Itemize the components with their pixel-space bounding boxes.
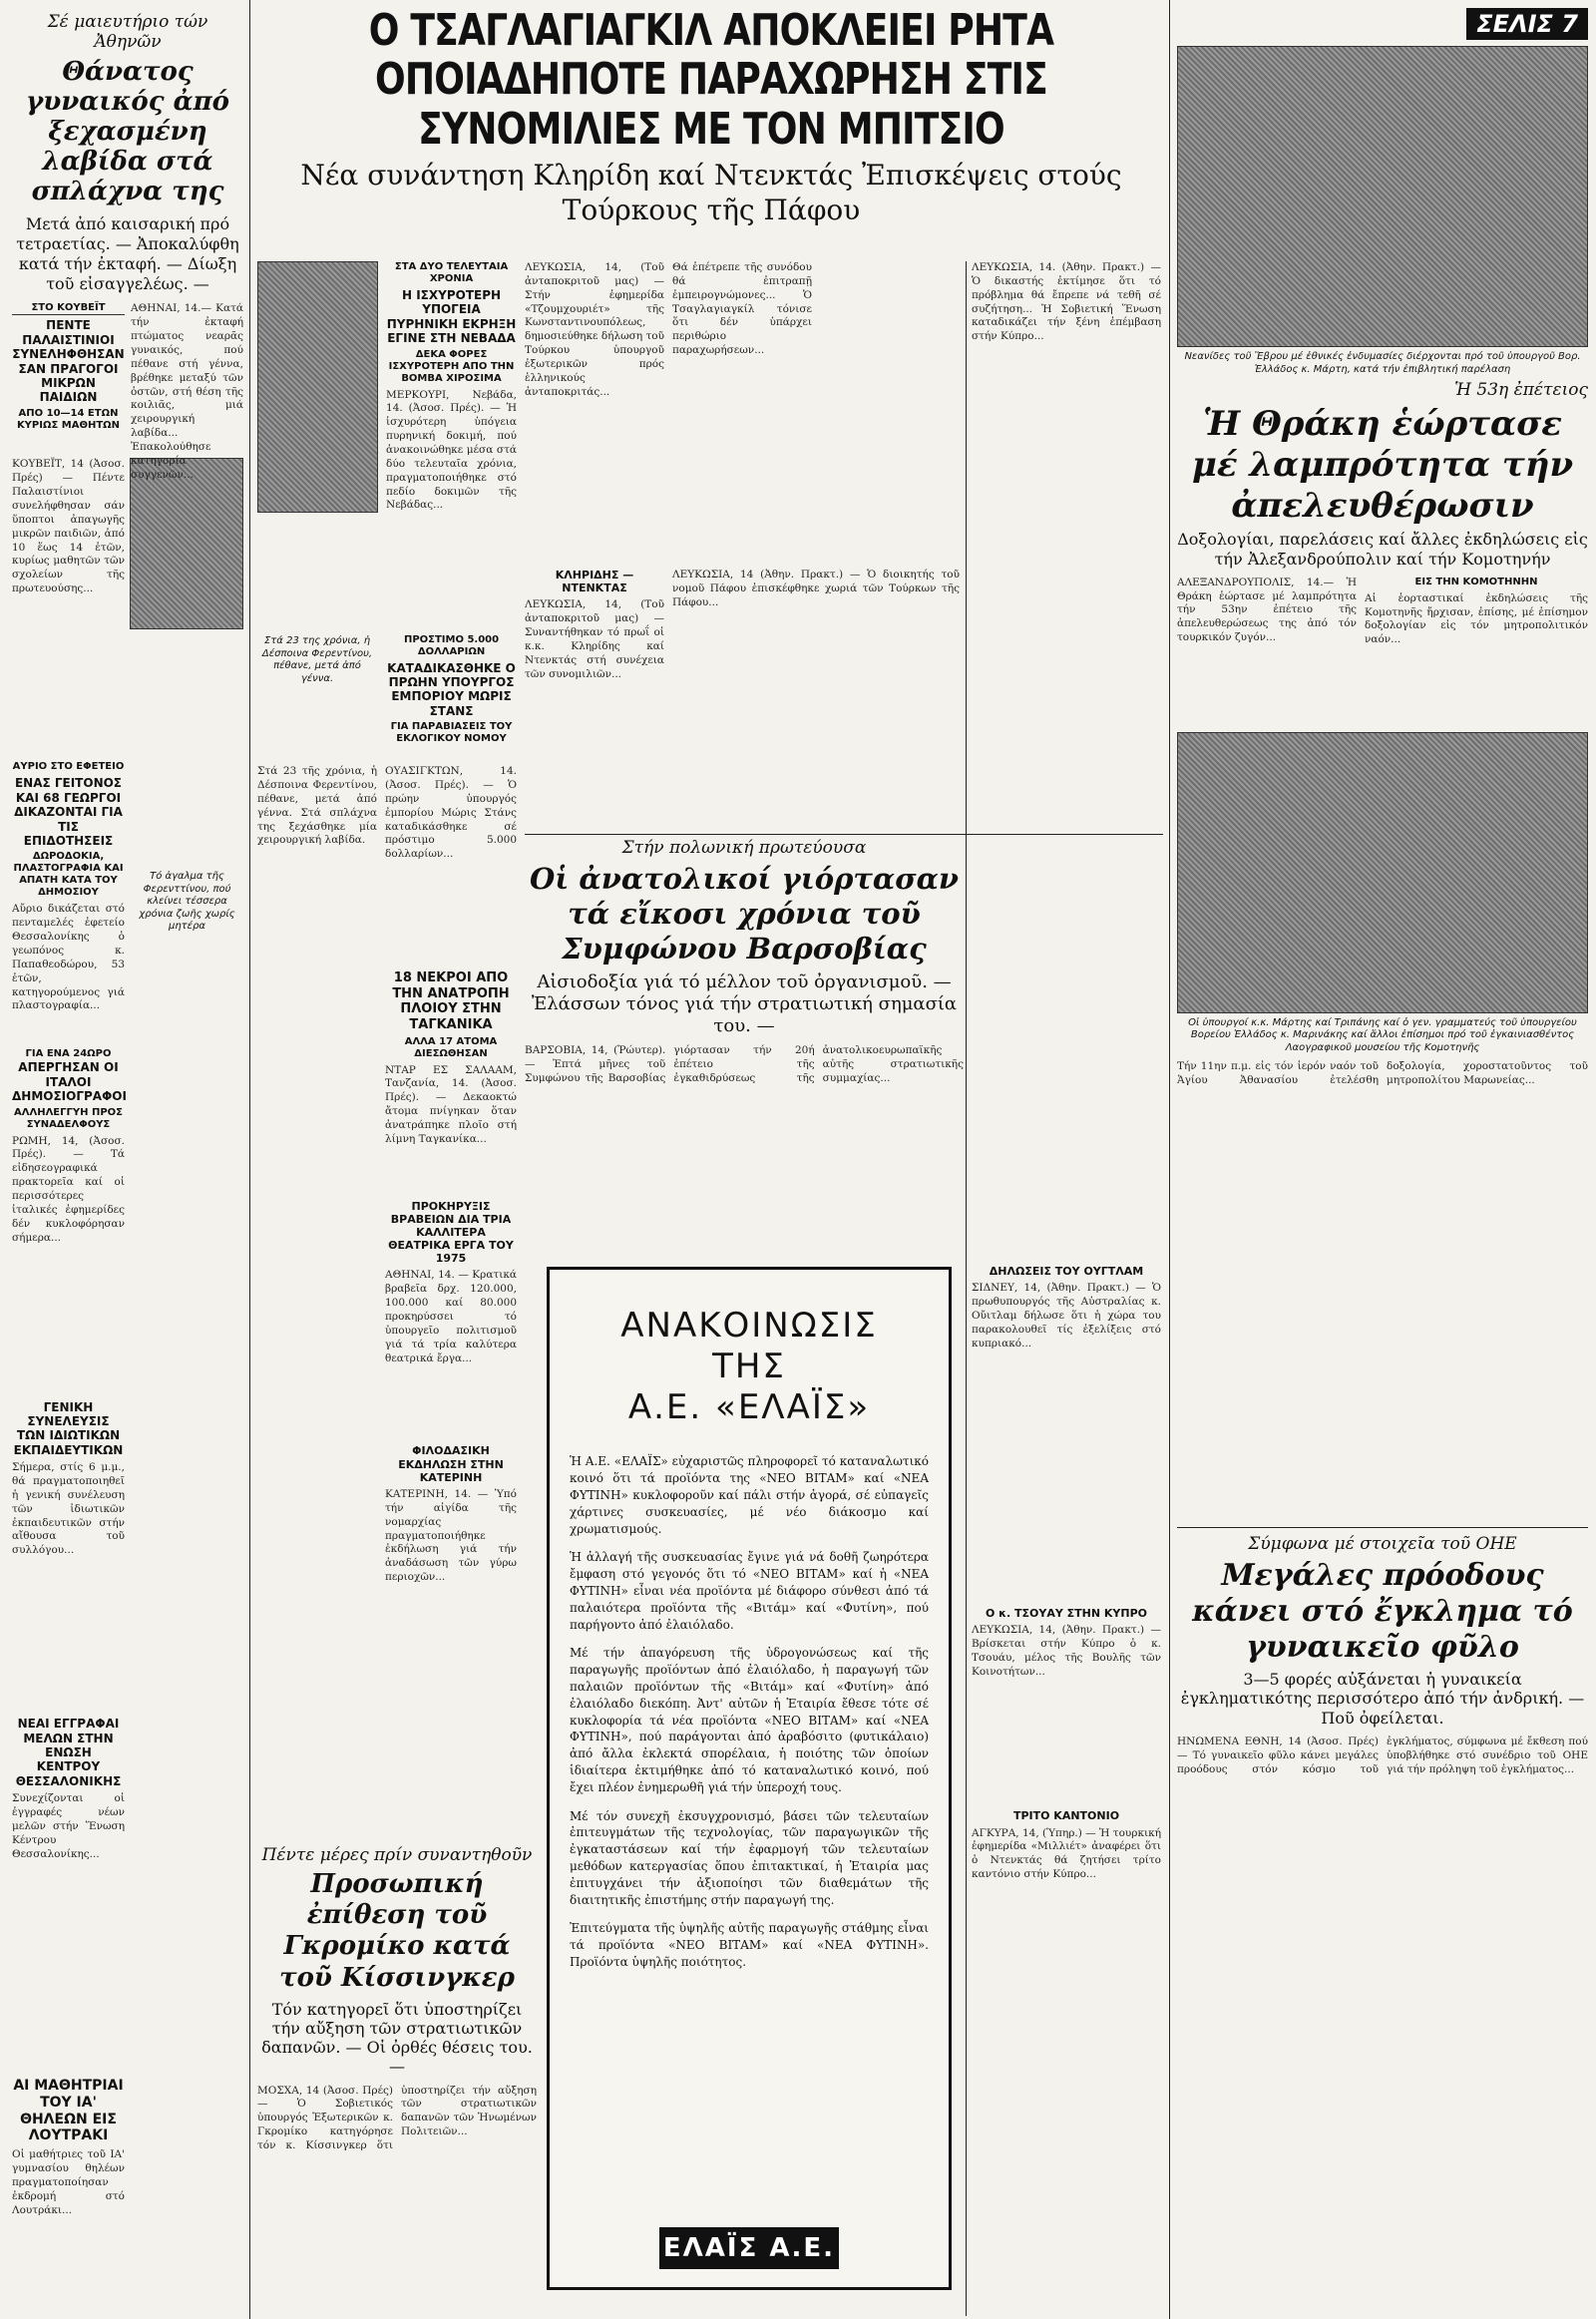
col4-body-d: ΑΓΚΥΡΑ, 14, (Ὑπηρ.) — Ἡ τουρκική ἐφημερίδα «Μιλλιέτ» ἀναφέρει ὅτι ὁ Ντενκτάς θά ζητήσει τρίτο καντόνιο στήν Κύπρο... xyxy=(972,1826,1161,1881)
ad-p4: Μέ τόν συνεχῆ ἐκσυγχρονισμό, βάσει τῶν τελευταίων ἐπιτευγμάτων τῆς τεχνολογίας, τῶν παραγωγικῶν τῆς ἐγκαταστάσεων καί τήν ἐφαρμογή τῶν τελευταίων μεθόδων κατεργασίας ὅπου ἐπιτακτικαί, ἡ Ἑταιρία μας ἐπιτυγχάνει τήν ἀξιοποίησι τῶν διαθεμάτων τῆς διαιτητικῆς ἐπιστήμης στήν παραγωγή της. xyxy=(570,1808,929,1907)
grom-headline: Προσωπική ἐπίθεση τοῦ Γκρομίκο κατά τοῦ Κίσσινγκερ xyxy=(279,1869,515,1993)
col1-s3-head: ΑΠΕΡΓΗΣΑΝ ΟΙ ΙΤΑΛΟΙ ΔΗΜΟΣΙΟΓΡΑΦΟΙ xyxy=(12,1060,127,1104)
col4-s-kanton: ΤΡΙΤΟ ΚΑΝΤΟΝΙΟ xyxy=(1012,1809,1120,1823)
col4-body-a: ΛΕΥΚΩΣΙΑ, 14. (Ἀθην. Πρακτ.) — Ὁ δικαστής ἐκτίμησε ὅτι τό πρόβλημα θά ἔπρεπε νά τεθῆ σέ συζήτηση... Ἡ Σοβιετική Ἕνωση καταδικάζει τήν ξένη ἐπέμβαση στήν Κύπρο... xyxy=(972,261,1161,343)
col4-body-c: ΛΕΥΚΩΣΙΑ, 14, (Ἀθην. Πρακτ.) — Βρίσκεται στήν Κύπρο ὁ κ. Τσουάυ, μέλος τῆς Βουλῆς τῶν Κοινοτήτων... xyxy=(972,1624,1161,1678)
col1-s1-kicker: ΣΤΟ ΚΟΥΒΕΪΤ xyxy=(12,302,125,315)
body-h: ΑΘΗΝΑΙ, 14. — Κρατικά βραβεῖα δρχ. 120.000, 100.000 καί 80.000 προκηρύσσει τό ὑπουργεῖο πολιτισμοῦ γιά τά τρία καλύτερα θεατρικά ἔργα... xyxy=(385,1269,517,1364)
body-d: ΛΕΥΚΩΣΙΑ, 14 (Ἀθην. Πρακτ.) — Ὁ διοικητής τοῦ νομοῦ Πάφου ἐπισκέφθηκε χωριά τῶν Τούρκων τῆς Πάφου... xyxy=(672,569,960,608)
komot-head: ΕΙΣ ΤΗΝ ΚΟΜΟΤΗΝΗΝ xyxy=(1414,576,1538,587)
woman-photo xyxy=(257,261,378,513)
grom-kicker: Πέντε μέρες πρίν συναντηθοῦν xyxy=(261,1845,533,1865)
ad-title-3: Α.Ε. «ΕΛΑΪΣ» xyxy=(627,1386,871,1427)
col1-body2: ΚΟΥΒΕΪΤ, 14 (Ἀσοσ. Πρές) — Πέντε Παλαιστίνιοι συνελήφθησαν σάν ὕποπτοι ἀπαγωγῆς μικρῶν παιδιῶν, ἀπό 10 ἕως 14 ἐτῶν, κυρίως μαθητῶν τῶν σχολείων τῆς πρωτευούσης... xyxy=(12,458,125,595)
ad-p1: Ἡ Α.Ε. «ΕΛΑΪΣ» εὐχαριστῶς πληροφορεῖ τό καταναλωτικό κοινό ὅτι τά προϊόντα της «ΝΕΟ ΒΙΤΑΜ» καί «ΝΕΑ ΦΥΤΙΝΗ» κυκλοφοροῦν καί πάλι στήν ἀγορά, σέ εὐπαγεῖς χάρτινες συσκευασίες, μέ νέο διάκοσμο καί χρωματισμούς. xyxy=(570,1454,929,1536)
warsaw-deck: Αἰσιοδοξία γιά τό μέλλον τοῦ ὀργανισμοῦ. — Ἐλάσσων τόνος γιά τήν στρατιωτική σημασία του. — xyxy=(531,971,958,1036)
ministers-photo xyxy=(1177,732,1588,1013)
col2 xyxy=(257,261,517,1907)
s-tuesday-head: Η ΙΣΧΥΡΟΤΕΡΗ ΥΠΟΓΕΙΑ ΠΥΡΗΝΙΚΗ ΕΚΡΗΞΗ ΕΓΙΝΕ ΣΤΗ ΝΕΒΑΔΑ xyxy=(386,288,517,346)
col1-s4-head: ΓΕΝΙΚΗ ΣΥΝΕΛΕΥΣΙΣ ΤΩΝ ΙΔΙΩΤΙΚΩΝ ΕΚΠΑΙΔΕΥΤΙΚΩΝ xyxy=(13,1399,124,1457)
s-dead-sub: ΑΛΛΑ 17 ΑΤΟΜΑ ΔΙΕΣΩΘΗΣΑΝ xyxy=(404,1035,498,1059)
onu-kicker: Σύμφωνα μέ στοιχεῖα τοῦ ΟΗΕ xyxy=(1248,1534,1517,1555)
s-prize-head: ΠΡΟΚΗΡΥΞΙΣ ΒΡΑΒΕΙΩΝ ΔΙΑ ΤΡΙΑ ΚΑΛΛΙΤΕΡΑ ΘΕΑΤΡΙΚΑ ΕΡΓΑ ΤΟΥ 1975 xyxy=(388,1199,514,1266)
col1-headline: Θάνατος γυναικός ἀπό ξεχασμένη λαβίδα στά σπλάχνα της xyxy=(26,57,229,206)
col1-s2-head: ΕΝΑΣ ΓΕΙΤΟΝΟΣ ΚΑΙ 68 ΓΕΩΡΓΟΙ ΔΙΚΑΖΟΝΤΑΙ ΓΙΑ ΤΙΣ ΕΠΙΔΟΤΗΣΕΙΣ xyxy=(14,776,123,849)
s-fine-sub: ΓΙΑ ΠΑΡΑΒΙΑΣΕΙΣ ΤΟΥ ΕΚΛΟΓΙΚΟΥ ΝΟΜΟΥ xyxy=(390,721,513,745)
ad-p3: Μέ τήν ἀπαγόρευση τῆς ὑδρογονώσεως καί τῆς παραγωγῆς προϊόντων ἀπό ἐλαιόλαδο, ἡ παραγωγή τῶν παλαιῶν προϊόντων τῆς «Βιτάμ» καί «Φυτίνη» ἀπό ἐλαιόλαδο διεκόπη. Ἀντ' αὐτῶν ἡ Ἑταιρία ἔθεσε τότε σέ κυκλοφορία τά νέα προϊόντα «ΝΕΟ ΒΙΤΑΜ» καί «ΝΕΑ ΦΥΤΙΝΗ», πού παράγονται ἀπό ἀραβόσιτο (φυτικάλαιο) ἀπό ἄλλα ἐκλεκτά σπορέλαια, ἡ ποιότης τῶν ὁποίων ἱδιαίτερα ἐκτιμήθηκε ἀπό τό καταναλωτικό κοινό, πού ἔχει πλέον ἐνημερωθῆ γιά τήν ὑπεροχή τους. xyxy=(570,1646,929,1794)
woman-portrait-photo xyxy=(130,458,243,629)
ad-p5: Ἐπιτεύγματα τῆς ὑψηλῆς αὐτῆς παραγωγῆς στάθμης εἶναι τά προϊόντα «ΝΕΟ ΒΙΤΑΜ» καί «ΝΕΑ ΦΥΤΙΝΗ». Προϊόντα ὑψηλῆς ποιότητος. xyxy=(570,1921,929,1969)
right-divider xyxy=(1169,0,1170,2319)
s-fine-kicker: ΠΡΟΣΤΙΜΟ 5.000 ΔΟΛΛΑΡΙΩΝ xyxy=(403,633,500,657)
ad-title-2: ΤΗΣ xyxy=(712,1346,786,1386)
col1-s3-kicker: ΓΙΑ ΕΝΑ 24ΩΡΟ xyxy=(25,1048,112,1060)
body-i: ΚΑΤΕΡΙΝΗ, 14. — Ὑπό τήν αἰγίδα τῆς νομαρχίας πραγματοποιήθηκε ἐκδήλωση γιά τήν ἀναδάσωση τῶν γύρω περιοχῶν... xyxy=(385,1488,517,1584)
lead-body xyxy=(525,261,964,830)
gromyko-story xyxy=(257,1845,537,2314)
parade-caption: Νεανίδες τοῦ Ἔβρου μέ ἐθνικές ἐνδυμασίες διέρχονται πρό τοῦ ὑπουργοῦ Βορ. Ἑλλάδος κ. Μάρτη, κατά τήν ἐπιβλητική παρέλαση xyxy=(1184,351,1581,375)
onu-deck: 3—5 φορές αὐξάνεται ἡ γυναικεία ἐγκληματικότης περισσότερο ἀπό τήν ἀνδρική. — Ποῦ ὀφείλεται. xyxy=(1180,1670,1585,1728)
col1 xyxy=(12,8,243,2312)
warsaw-headline: Οἱ ἀνατολικοί γιόρτασαν τά εἴκοσι χρόνια τοῦ Συμφώνου Βαρσοβίας xyxy=(529,862,960,966)
col1-body7: Οἱ μαθήτριες τοῦ ΙΑ' γυμνασίου θηλέων πραγματοποίησαν ἐκδρομή στό Λουτράκι... xyxy=(12,2148,125,2216)
onu-rule xyxy=(1177,1527,1588,1528)
col4-s-ogy: ΔΗΛΩΣΕΙΣ ΤΟΥ ΟΥΓΤΛΑΜ xyxy=(989,1265,1144,1278)
s-kleridis: ΚΛΗΡΙΔΗΣ — ΝΤΕΝΚΤΑΣ xyxy=(555,569,634,595)
grom-deck: Τόν κατηγορεῖ ὅτι ὑποστηρίζει τήν αὔξηση τῶν στρατιωτικῶν δαπανῶν. — Οἱ ὀρθές θέσεις του. — xyxy=(261,1999,533,2077)
col1-s5-head: ΝΕΑΙ ΕΓΓΡΑΦΑΙ ΜΕΛΩΝ ΣΤΗΝ ΕΝΩΣΗ ΚΕΝΤΡΟΥ ΘΕΣΣΑΛΟΝΙΚΗΣ xyxy=(15,1717,122,1788)
col1-s1-head: ΠΕΝΤΕ ΠΑΛΑΙΣΤΙΝΙΟΙ ΣΥΝΕΛΗΦΘΗΣΑΝ ΣΑΝ ΠΡΑΓΟΓΟΙ ΜΙΚΡΩΝ ΠΑΙΔΙΩΝ xyxy=(12,318,125,405)
s-charity-head: ΦΙΛΟΔΑΣΙΚΗ ΕΚΔΗΛΩΣΗ ΣΤΗΝ ΚΑΤΕΡΙΝΗ xyxy=(398,1444,504,1484)
col1-deck: Μετά ἀπό καισαρική πρό τετραετίας. — Ἀποκαλύφθη κατά τήν ἐκταφή. — Δίωξη τοῦ εἰσαγγελέως. — xyxy=(16,214,239,294)
col4-s-tsou: Ο κ. ΤΣΟΥΑΥ ΣΤΗΝ ΚΥΠΡΟ xyxy=(985,1607,1147,1621)
body-f: ΟΥΑΣΙΓΚΤΩΝ, 14. (Ἀσοσ. Πρές). — Ὁ πρώην ὑπουργός ἐμπορίου Μώρις Στάνς καταδικάσθηκε σέ πρόστιμο 5.000 δολλαρίων... xyxy=(385,765,517,861)
body-b2 xyxy=(820,261,960,561)
s-dead-head: 18 ΝΕΚΡΟΙ ΑΠΟ ΤΗΝ ΑΝΑΤΡΟΠΗ ΠΛΟΙΟΥ ΣΤΗΝ ΤΑΓΚΑΝΙΚΑ xyxy=(392,970,510,1032)
col1-s1-sub: ΑΠΟ 10—14 ΕΤΩΝ ΚΥΡΙΩΣ ΜΑΘΗΤΩΝ xyxy=(16,407,121,431)
body-g: ΝΤΑΡ ΕΣ ΣΑΛΑΑΜ, Τανζανία, 14. (Ἀσοσ. Πρές). — Δεκαοκτώ ἄτομα πνίγηκαν ὅταν ἀνατράπηκε πλοῖο στή λίμνη Ταγκανίκα... xyxy=(385,1063,517,1145)
ad-title-1: ΑΝΑΚΟΙΝΩΣΙΣ xyxy=(620,1306,878,1346)
main-headline: Ο ΤΣΑΓΛΑΓΙΑΓΚΙΛ ΑΠΟΚΛΕΙΕΙ ΡΗΤΑ ΟΠΟΙΑΔΗΠΟΤΕ ΠΑΡΑΧΩΡΗΣΗ ΣΤΙΣ ΣΥΝΟΜΙΛΙΕΣ ΜΕ ΤΟΝ ΜΠΙΤΣΙΟ xyxy=(368,6,1054,155)
col1-s2-kicker: ΑΥΡΙΟ ΣΤΟ ΕΦΕΤΕΙΟ xyxy=(12,761,125,773)
thrace-body-b: Αἱ ἑορταστικαί ἐκδηλώσεις τῆς Κομοτηνῆς ἤρχισαν, ἐπίσης, μέ ἐπίσημον δοξολογίαν εἰς τόν μητροπολιτικόν ναόν... xyxy=(1365,591,1588,646)
thrace-body-c: Τήν 11ην π.μ. εἰς τόν ἱερόν ναόν τοῦ Ἁγίου Ἀθανασίου ἐτελέσθη δοξολογία, χοροστατοῦντος τοῦ μητροπολίτου Μαρωνείας... xyxy=(1177,1060,1588,1087)
col1-body5: Σήμερα, στίς 6 μ.μ., θά πραγματοποιηθεῖ ἡ γενική συνέλευση τῶν ἰδιωτικῶν ἐκπαιδευτικῶν στήν αἴθουσα τοῦ συλλόγου... xyxy=(12,1461,125,1557)
col4-divider xyxy=(966,261,967,2316)
col1-body6: Συνεχίζονται οἱ ἐγγραφές νέων μελῶν στήν Ἕνωση Κέντρου Θεσσαλονίκης... xyxy=(12,1792,125,1860)
photo-j-caption: Στά 23 της χρόνια, ἡ Δέσποινα Φερεντίνου, πέθανε, μετά ἀπό γέννα. xyxy=(261,635,373,684)
s-tuesday-sub: ΔΕΚΑ ΦΟΡΕΣ ΙΣΧΥΡΟΤΕΡΗ ΑΠΟ ΤΗΝ ΒΟΜΒΑ ΧΙΡΟΣΙΜΑ xyxy=(388,348,515,384)
ministers-caption: Οἱ ὑπουργοί κ.κ. Μάρτης καί Τριπάνης καί ὁ γεν. γραμματεύς τοῦ ὑπουργείου Βορείου Ἑλλάδος κ. Μαρινάκης καί ἄλλοι ἐπίσημοι πρό τοῦ ἐγκαινιασθέντος Λαογραφικοῦ μουσείου τῆς Κομοτηνῆς xyxy=(1188,1016,1577,1053)
col4-body-b: ΣΙΔΝΕΥ, 14, (Ἀθην. Πρακτ.) — Ὁ πρωθυπουργός τῆς Αὐστραλίας κ. Οὔιτλαμ δήλωσε ὅτι ἡ χώρα του παρακολουθεῖ τίς ἐξελίξεις στό κυπριακό... xyxy=(972,1282,1161,1350)
main-headline-area xyxy=(257,6,1165,255)
col1-divider xyxy=(249,0,250,2319)
parade-photo xyxy=(1177,46,1588,347)
thrace-deck: Δοξολογίαι, παρελάσεις καί ἄλλες ἐκδηλώσεις εἰς τήν Ἀλεξανδρούπολιν καί τήν Κομοτηνήν xyxy=(1177,530,1588,569)
body-j: Στά 23 τῆς χρόνια, ἡ Δέσποινα Φερεντίνου, πέθανε, μετά ἀπό γέννα. Στά σπλάχνα της ξεχάσθηκε μία χειρουργική λαβίδα. xyxy=(257,765,377,847)
body-c: ΛΕΥΚΩΣΙΑ, 14, (Τοῦ ἀνταποκριτοῦ μας) — Συναντήθηκαν τό πρωΐ οἱ κ.κ. Κληρίδης καί Ντενκτάς στή συνέχεια τῶν συνομιλιῶν... xyxy=(525,598,664,680)
col1-s6-head: ΑΙ ΜΑΘΗΤΡΙΑΙ ΤΟΥ ΙΑ' ΘΗΛΕΩΝ ΕΙΣ ΛΟΥΤΡΑΚΙ xyxy=(13,2078,124,2144)
s-tuesday-kicker: ΣΤΑ ΔΥΟ ΤΕΛΕΥΤΑΙΑ ΧΡΟΝΙΑ xyxy=(394,261,509,284)
body-a: ΛΕΥΚΩΣΙΑ, 14, (Τοῦ ἀνταποκριτοῦ μας) — Στήν ἐφημερίδα «Τζουμχουριέτ» τῆς Κωνσταντινουπόλεως, δημοσιεύθηκε δήλωση τοῦ Τούρκου ὑπουργοῦ ἐξωτερικῶν πρός ἑλληνικούς ἀνταποκριτάς... xyxy=(525,261,664,398)
col1-s3-sub: ΑΛΛΗΛΕΓΓΥΗ ΠΡΟΣ ΣΥΝΑΔΕΛΦΟΥΣ xyxy=(13,1106,124,1130)
thrace-kicker: Ἡ 53η ἐπέτειος xyxy=(1454,380,1588,400)
grom-body: ΜΟΣΧΑ, 14 (Ἀσοσ. Πρές) — Ὁ Σοβιετικός ὑπουργός Ἐξωτερικῶν κ. Γκρομίκο κατηγόρησε τόν κ. Κίσσινγκερ ὅτι ὑποστηρίζει τήν αὔξηση τῶν στρατιωτικῶν δαπανῶν τῶν Ἡνωμένων Πολιτειῶν... xyxy=(257,2084,537,2151)
col1-s2-sub: ΔΩΡΟΔΟΚΙΑ, ΠΛΑΣΤΟΓΡΑΦΙΑ ΚΑΙ ΑΠΑΤΗ ΚΑΤΑ ΤΟΥ ΔΗΜΟΣΙΟΥ xyxy=(13,851,124,899)
elais-ad xyxy=(547,1267,952,2290)
onu-body: ΗΝΩΜΕΝΑ ΕΘΝΗ, 14 (Ἀσοσ. Πρές) — Τό γυναικεῖο φῦλο κάνει μεγάλες προόδους στόν κόσμο τοῦ ἐγκλήματος, σύμφωνα μέ ἔκθεση πού ὑποβλήθηκε στό συνέδριο τοῦ ΟΗΕ γιά τήν πρόληψη τοῦ ἐγκλήματος... xyxy=(1177,1735,1588,1775)
right-col xyxy=(1177,8,1588,2312)
warsaw-kicker: Στήν πολωνική πρωτεύουσα xyxy=(621,838,867,858)
thrace-headline: Ἡ Θράκη ἑώρτασε μέ λαμπρότητα τήν ἀπελευθέρωσιν xyxy=(1191,404,1574,526)
thrace-body-a: ΑΛΕΞΑΝΔΡΟΥΠΟΛΙΣ, 14.— Ἡ Θράκη ἑώρτασε μέ λαμπρότητα τήν 53ην ἐπέτειο τῆς ἀπελευθερώσεως της ἀπό τόν τουρκικόν ζυγόν... xyxy=(1177,576,1357,644)
page-number-masthead: ΣΕΛΙΣ 7 xyxy=(1466,8,1588,40)
warsaw-story xyxy=(525,838,964,1257)
warsaw-body: ΒΑΡΣΟΒΙΑ, 14, (Ῥώυτερ). — Ἐπτά μῆνες τοῦ Συμφώνου τῆς Βαρσοβίας γιόρτασαν τήν 20ή ἐπέτειο τῆς ἐγκαθιδρύσεως τῆς ἀνατολικοευρωπαϊκῆς αὐτῆς στρατιωτικῆς συμμαχίας... xyxy=(525,1044,964,1084)
body-b: Θά ἐπέτρεπε τῆς συνόδου θά ἐπιτραπῇ ἐμπειρογνώμονες... Ὁ Τσαγλαγιαγκίλ τόνισε ὅτι δέν ὑπάρχει περιθώριο παραχωρήσεων... xyxy=(672,261,812,357)
col1-body1: ΑΘΗΝΑΙ, 14.— Κατά τήν ἐκταφή πτώματος νεαρᾶς γυναικός, πού πέθανε στή γέννα, βρέθηκε μεταξύ τῶν ὀστῶν, στή θέση τῆς κοιλιᾶς, μιά χειρουργική λαβίδα... Ἐπακολούθησε κατηγορία συγγενῶν... xyxy=(131,302,243,481)
col1-body4: ΡΩΜΗ, 14, (Ἀσοσ. Πρές). — Τά εἰδησεογραφικά πρακτορεῖα καί οἱ περισσότερες ἰταλικές ἐφημερίδες δέν κυκλοφόρησαν σήμερα... xyxy=(12,1134,125,1244)
col1-kicker: Σέ μαιευτήριο τών Ἀθηνῶν xyxy=(47,12,208,52)
col1-photo-caption: Τό ἀγαλμα τῆς Φερενττίνου, πού κλείνει τέσσερα χρόνια ζωῆς χωρίς μητέρα xyxy=(139,871,235,933)
body-e: ΜΕΡΚΟΥΡΙ, Νεβάδα, 14. (Ἀσοσ. Πρές). — Ἡ ἰσχυρότερη ὑπόγεια πυρηνική δοκιμή, πού ἀνακοινώθηκε μέσα στά δύο τελευταῖα χρόνια, πραγματοποιήθηκε στό πεδίο δοκιμῶν τῆς Νεβάδας... xyxy=(386,388,517,512)
elais-logo: ΕΛΑΪΣ Α.Ε. xyxy=(659,2227,839,2269)
ad-p2: Ἡ ἀλλαγή τῆς συσκευασίας ἔγινε γιά νά δοθῆ ζωηρότερα ἔμφαση στό γεγονός ὅτι τό «ΝΕΟ ΒΙΤΑΜ» καί ἡ «ΝΕΑ ΦΥΤΙΝΗ» εἶναι νέα προϊόντα μέ διάφορο σύνθεσι ἀπό τά παλαιότερα προϊόντα τῆς «Βιτάμ» καί «Φυτίνη», πού παρήγοντο ἀπό ἐλαιόλαδο. xyxy=(570,1550,929,1632)
onu-headline: Μεγάλες πρόοδους κάνει στό ἔγκλημα τό γυναικεῖο φῦλο xyxy=(1192,1558,1573,1666)
col1-body3: Αὔριο δικάζεται στό πενταμελές ἐφετείο Θεσσαλονίκης ὁ γεωπόνος κ. Παπαθεοδώρου, 53 ἐτῶν, κατηγορούμενος γιά πλαστογραφία... xyxy=(12,903,125,1012)
s-fine-head: ΚΑΤΑΔΙΚΑΣΘΗΚΕ Ο ΠΡΩΗΝ ΥΠΟΥΡΓΟΣ ΕΜΠΟΡΙΟΥ ΜΩΡΙΣ ΣΤΑΝΣ xyxy=(387,660,516,718)
main-deck: Νέα συνάντηση Κληρίδη καί Ντενκτάς Ἐπισκέψεις στούς Τούρκους τῆς Πάφου xyxy=(300,158,1122,226)
col4 xyxy=(972,261,1161,2316)
